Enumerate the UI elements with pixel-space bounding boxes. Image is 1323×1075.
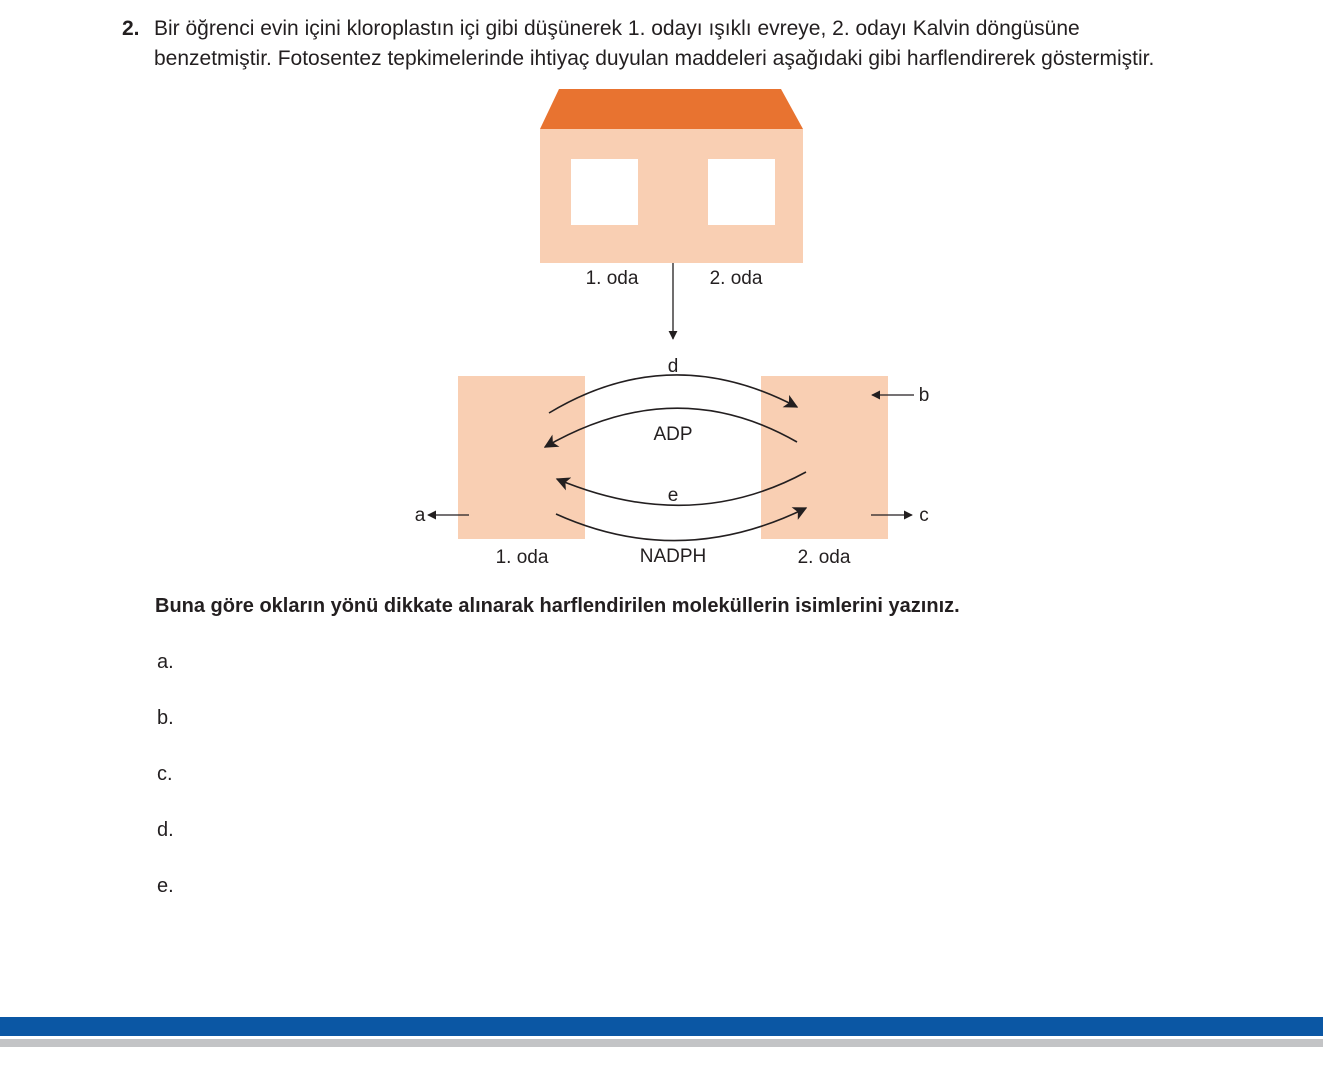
arrow-d-to-room2 [549, 375, 797, 413]
house-window-right [708, 159, 775, 225]
label-adp: ADP [653, 424, 693, 445]
house-room-right-label: 2. oda [709, 268, 763, 289]
house-room-left-label: 1. oda [585, 268, 639, 289]
label-nadph: NADPH [639, 546, 707, 567]
answer-item-b: b. [157, 707, 174, 729]
answer-list [157, 648, 174, 928]
room-left [458, 376, 585, 539]
room-right-label: 2. oda [797, 547, 851, 568]
label-e: e [667, 485, 679, 506]
answer-item-e: e. [157, 875, 174, 897]
label-c: c [919, 505, 929, 526]
answer-item-a: a. [157, 651, 174, 673]
question-text: Bir öğrenci evin içini kloroplastın içi gibi düşünerek 1. odayı ışıklı evreye, 2. odayı Kalvin döngüsüne benzetmiştir. Fotosentez tepkimelerinde ihtiyaç duyulan maddeleri aşağıdaki gibi harflendirerek göstermiştir. [154, 17, 1155, 70]
question-prompt: Buna göre okların yönü dikkate alınarak harflendirilen moleküllerin isimlerini yazınız. [155, 595, 960, 617]
footer-blue-bar [0, 1017, 1323, 1036]
footer-gray-bar [0, 1039, 1323, 1047]
room-left-label: 1. oda [495, 547, 549, 568]
house-window-left [571, 159, 638, 225]
room-right [761, 376, 888, 539]
house-roof [540, 89, 803, 129]
question-number: 2. [122, 17, 140, 40]
label-a: a [414, 505, 426, 526]
answer-item-c: c. [157, 763, 173, 785]
label-d: d [667, 356, 679, 377]
label-b: b [918, 385, 930, 406]
house [540, 89, 803, 263]
answer-item-d: d. [157, 819, 174, 841]
